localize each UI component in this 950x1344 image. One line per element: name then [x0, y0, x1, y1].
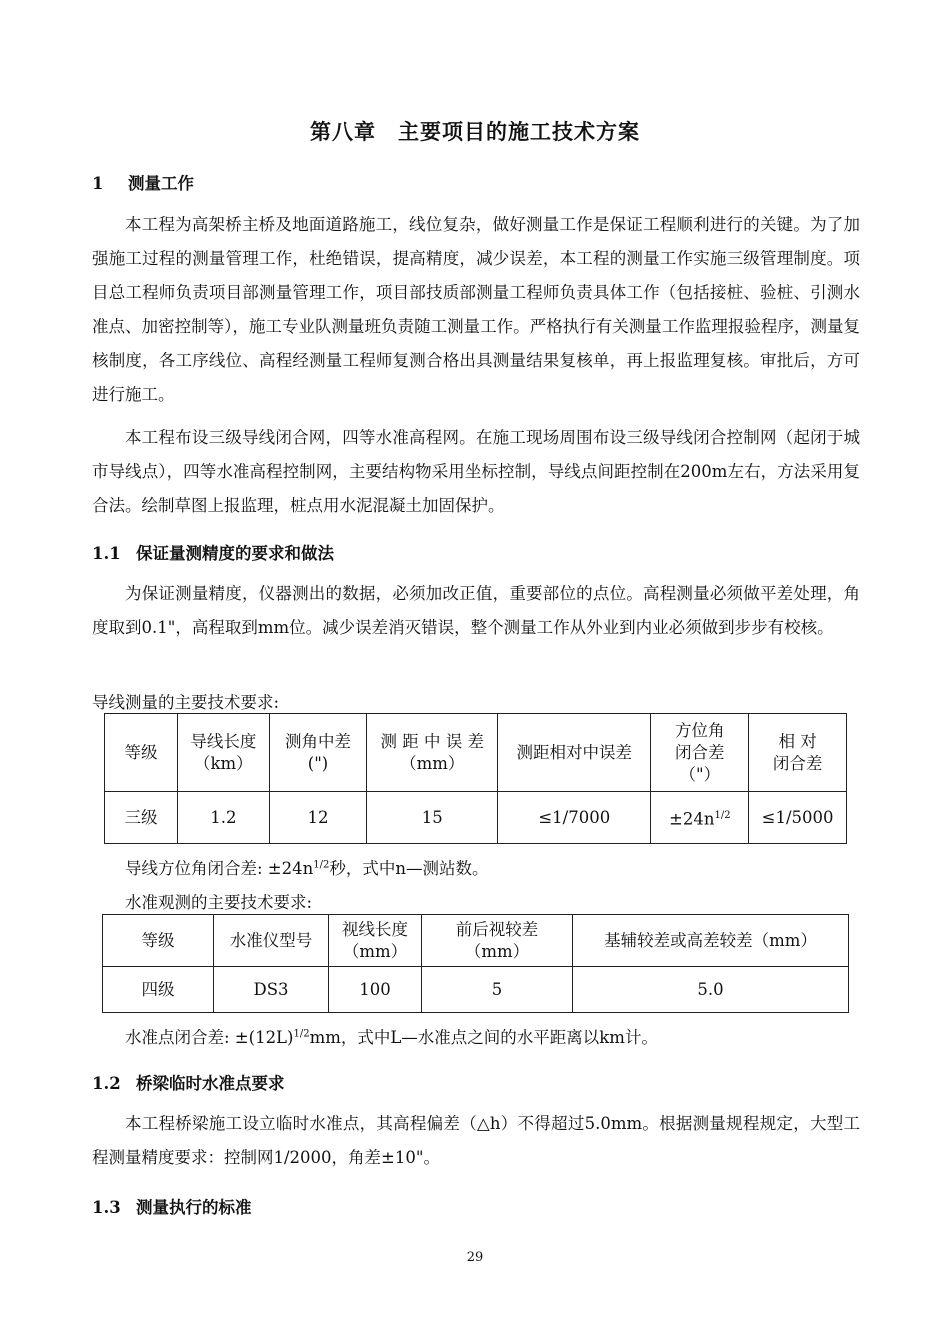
section-number: 1.3 — [92, 1198, 121, 1217]
paragraph-control-network: 本工程布设三级导线闭合网，四等水准高程网。在施工现场周围布设三级导线闭合控制网（起闭于城市导线点），四等水准高程控制网，主要结构物采用坐标控制，导线点间距控制在200m左右，方法采用复合法。绘制草图上报监理，桩点用水泥混凝土加固保护。 — [92, 428, 860, 515]
header-cell: 测角中差 (") — [269, 714, 367, 792]
section-number: 1.1 — [92, 544, 121, 563]
paragraph-survey-management: 本工程为高架桥主桥及地面道路施工，线位复杂，做好测量工作是保证工程顺利进行的关键。为了加强施工过程的测量管理工作，杜绝错误，提高精度，减少误差，本工程的测量工作实施三级管理制度。项目总工程师负责项目部测量管理工作，项目部技质部测量工程师负责具体工作（包括接桩、验桩、引测水准点、加密控制等），施工专业队测量班负责随工测量工作。严格执行有关测量工作监理报验程序，测量复核制度，各工序线位、高程经测量工程师复测合格出具测量结果复核单，再上报监理复核。审批后，方可进行施工。 — [92, 215, 860, 404]
section-heading-1-1 — [92, 540, 334, 564]
header-cell: 基辅较差或高差较差（mm） — [573, 915, 849, 967]
section-number: 1 — [92, 174, 104, 193]
page-number: 29 — [466, 1250, 484, 1265]
table-cell: 12 — [269, 792, 367, 844]
header-cell: 等级 — [103, 915, 214, 967]
note-benchmark-closure: 水准点闭合差: $\pm(12L)^{1/2}mm$，式中L—水准点之间的水平距离以km计。 — [125, 1028, 658, 1047]
section-title: 保证量测精度的要求和做法 — [136, 544, 334, 563]
table-cell: $\pm 24n^{1/2}$ — [651, 792, 749, 844]
header-cell: 测 距 中 误 差 （mm） — [367, 714, 498, 792]
table-cell: 三级 — [105, 792, 178, 844]
table-cell: ≤1/5000 — [749, 792, 847, 844]
table-cell: ≤1/7000 — [498, 792, 651, 844]
table-cell: DS3 — [214, 967, 329, 1013]
section-title: 桥梁临时水准点要求 — [136, 1074, 285, 1093]
header-cell: 等级 — [105, 714, 178, 792]
table-cell: 5.0 — [573, 967, 849, 1013]
traverse-requirements-table — [104, 713, 847, 844]
paragraph-precision: 为保证测量精度，仪器测出的数据，必须加改正值，重要部位的点位。高程测量必须做平差处理，角度取到0.1"，高程取到mm位。减少误差消灭错误，整个测量工作从外业到内业必须做到步步有校核。 — [92, 584, 860, 637]
header-cell: 相 对 闭合差 — [749, 714, 847, 792]
section-title: 测量执行的标准 — [136, 1198, 252, 1217]
table2-caption: 水准观测的主要技术要求: — [125, 893, 313, 912]
header-cell: 前后视较差 （mm） — [422, 915, 573, 967]
section-heading-1-3 — [92, 1194, 252, 1218]
section-number: 1.2 — [92, 1074, 121, 1093]
table1-caption: 导线测量的主要技术要求: — [92, 693, 280, 712]
section-heading-1 — [92, 170, 194, 194]
header-cell: 水准仪型号 — [214, 915, 329, 967]
table-header-row — [105, 714, 847, 792]
table-cell: 5 — [422, 967, 573, 1013]
header-cell: 导线长度 （km） — [178, 714, 270, 792]
table-cell: 100 — [329, 967, 422, 1013]
table-header-row — [103, 915, 849, 967]
paragraph-temporary-benchmark: 本工程桥梁施工设立临时水准点，其高程偏差（△h）不得超过5.0mm。根据测量规程规定，大型工程测量精度要求：控制网1/2000，角差±10"。 — [92, 1114, 860, 1167]
table-row — [103, 967, 849, 1013]
leveling-requirements-table — [102, 914, 849, 1013]
table-cell: 1.2 — [178, 792, 270, 844]
header-cell: 方位角 闭合差 （"） — [651, 714, 749, 792]
header-cell: 视线长度 （mm） — [329, 915, 422, 967]
section-heading-1-2 — [92, 1070, 285, 1094]
header-cell: 测距相对中误差 — [498, 714, 651, 792]
section-title: 测量工作 — [128, 174, 194, 193]
table-cell: 四级 — [103, 967, 214, 1013]
table-cell: 15 — [367, 792, 498, 844]
chapter-title: 第八章 主要项目的施工技术方案 — [310, 119, 640, 144]
note-azimuth-closure: 导线方位角闭合差: $\pm 24n^{1/2}$秒，式中n—测站数。 — [125, 859, 489, 878]
table-row — [105, 792, 847, 844]
